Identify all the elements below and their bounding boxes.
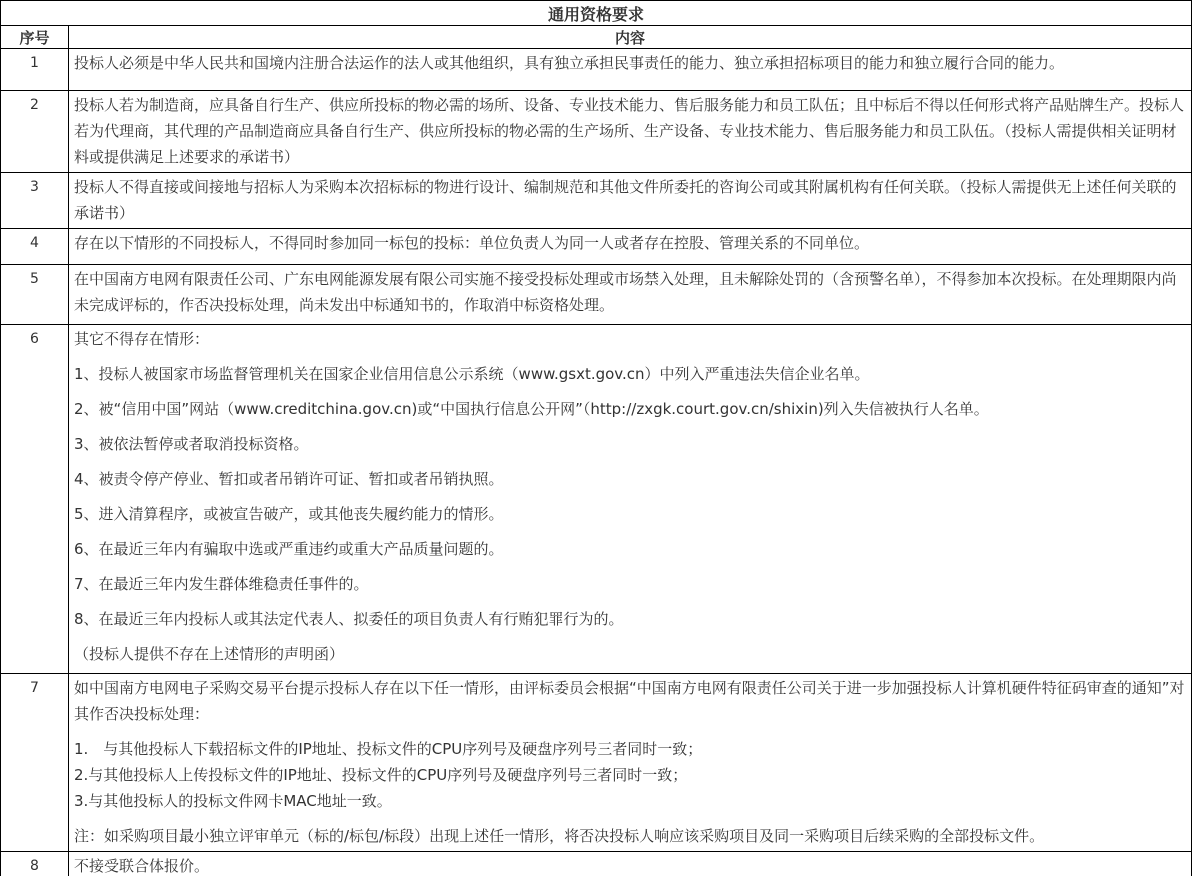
row-number: 4 <box>1 229 69 265</box>
row-number: 5 <box>1 265 69 325</box>
table-title-row <box>1 1 1192 26</box>
content-paragraph <box>74 174 1185 226</box>
content-line: 注：如采购项目最小独立评审单元（标的/标包/标段）出现上述任一情形，将否决投标人响应该采购项目及同一采购项目后续采购的全部投标文件。 <box>74 827 1045 845</box>
content-line: 5、进入清算程序，或被宣告破产，或其他丧失履约能力的情形。 <box>74 505 504 523</box>
content-line: 如中国南方电网电子采购交易平台提示投标人存在以下任一情形，由评标委员会根据“中国南方电网有限责任公司关于进一步加强投标人计算机硬件特征码审查的通知”对其作否决投标处理： <box>74 679 1185 723</box>
row-number: 6 <box>1 325 69 674</box>
table-row <box>1 229 1192 265</box>
row-number: 7 <box>1 674 69 852</box>
content-paragraph <box>74 230 1185 256</box>
content-paragraph <box>74 92 1185 170</box>
content-paragraph <box>74 361 1185 387</box>
content-line: 2.与其他投标人上传投标文件的IP地址、投标文件的CPU序列号及硬盘序列号三者同时一致； <box>74 766 688 784</box>
row-content <box>69 173 1192 229</box>
row-number: 8 <box>1 852 69 876</box>
content-paragraph <box>74 675 1185 727</box>
table-header-row <box>1 26 1192 49</box>
table-row <box>1 173 1192 229</box>
content-line: 1. 与其他投标人下载招标文件的IP地址、投标文件的CPU序列号及硬盘序列号三者同时一致； <box>74 740 703 758</box>
content-line: （投标人提供不存在上述情形的声明函） <box>74 645 345 663</box>
content-paragraph <box>74 266 1185 318</box>
content-line: 3.与其他投标人的投标文件网卡MAC地址一致。 <box>74 792 392 810</box>
content-paragraph <box>74 431 1185 457</box>
row-content <box>69 265 1192 325</box>
column-header-no: 序号 <box>1 26 69 49</box>
content-line: 4、被责令停产停业、暂扣或者吊销许可证、暂扣或者吊销执照。 <box>74 470 504 488</box>
content-paragraph <box>74 571 1185 597</box>
table-title: 通用资格要求 <box>1 1 1192 26</box>
table-body <box>1 49 1192 876</box>
content-paragraph <box>74 466 1185 492</box>
content-paragraph <box>74 501 1185 527</box>
content-paragraph <box>74 641 1185 667</box>
content-paragraph <box>74 606 1185 632</box>
row-content <box>69 852 1192 876</box>
content-paragraph <box>74 326 1185 352</box>
content-paragraph <box>74 536 1185 562</box>
content-line: 投标人必须是中华人民共和国境内注册合法运作的法人或其他组织，具有独立承担民事责任的能力、独立承担招标项目的能力和独立履行合同的能力。 <box>74 54 1065 72</box>
content-line: 投标人不得直接或间接地与招标人为采购本次招标标的物进行设计、编制规范和其他文件所委托的咨询公司或其附属机构有任何关联。（投标人需提供无上述任何关联的承诺书） <box>74 178 1177 222</box>
content-paragraph <box>74 396 1185 422</box>
row-number: 3 <box>1 173 69 229</box>
table-row <box>1 265 1192 325</box>
row-content <box>69 91 1192 173</box>
content-paragraph <box>74 736 1185 814</box>
content-paragraph <box>74 853 1185 876</box>
row-content <box>69 49 1192 91</box>
content-line: 3、被依法暂停或者取消投标资格。 <box>74 435 309 453</box>
row-content <box>69 674 1192 852</box>
content-line: 其它不得存在情形： <box>74 330 210 348</box>
content-line: 存在以下情形的不同投标人，不得同时参加同一标包的投标：单位负责人为同一人或者存在控股、管理关系的不同单位。 <box>74 234 870 252</box>
row-content <box>69 229 1192 265</box>
table-row <box>1 325 1192 674</box>
table-row <box>1 674 1192 852</box>
content-line: 2、被“信用中国”网站（www.creditchina.gov.cn)或“中国执行信息公开网”（http://zxgk.court.gov.cn/shixin)列入失信被执行人名单。 <box>74 400 989 418</box>
content-paragraph <box>74 823 1185 849</box>
table-row <box>1 49 1192 91</box>
table-row <box>1 852 1192 876</box>
row-number: 1 <box>1 49 69 91</box>
content-line: 1、投标人被国家市场监督管理机关在国家企业信用信息公示系统（www.gsxt.gov.cn）中列入严重违法失信企业名单。 <box>74 365 870 383</box>
content-paragraph <box>74 50 1185 76</box>
content-line: 投标人若为制造商，应具备自行生产、供应所投标的物必需的场所、设备、专业技术能力、售后服务能力和员工队伍；且中标后不得以任何形式将产品贴牌生产。投标人若为代理商，其代理的产品制造商应具备自行生产、供应所投标的物必需的生产场所、生产设备、专业技术能力、售后服务能力和员工队伍。（投标人需提供相关证明材料或提供满足上述要求的承诺书） <box>74 96 1185 166</box>
column-header-content: 内容 <box>69 26 1192 49</box>
content-line: 6、在最近三年内有骗取中选或严重违约或重大产品质量问题的。 <box>74 540 504 558</box>
content-line: 不接受联合体报价。 <box>74 857 210 875</box>
content-line: 7、在最近三年内发生群体维稳责任事件的。 <box>74 575 369 593</box>
content-line: 8、在最近三年内投标人或其法定代表人、拟委任的项目负责人有行贿犯罪行为的。 <box>74 610 624 628</box>
table-row <box>1 91 1192 173</box>
row-content <box>69 325 1192 674</box>
row-number: 2 <box>1 91 69 173</box>
content-line: 在中国南方电网有限责任公司、广东电网能源发展有限公司实施不接受投标处理或市场禁入处理，且未解除处罚的（含预警名单），不得参加本次投标。在处理期限内尚未完成评标的，作否决投标处理，尚未发出中标通知书的，作取消中标资格处理。 <box>74 270 1177 314</box>
